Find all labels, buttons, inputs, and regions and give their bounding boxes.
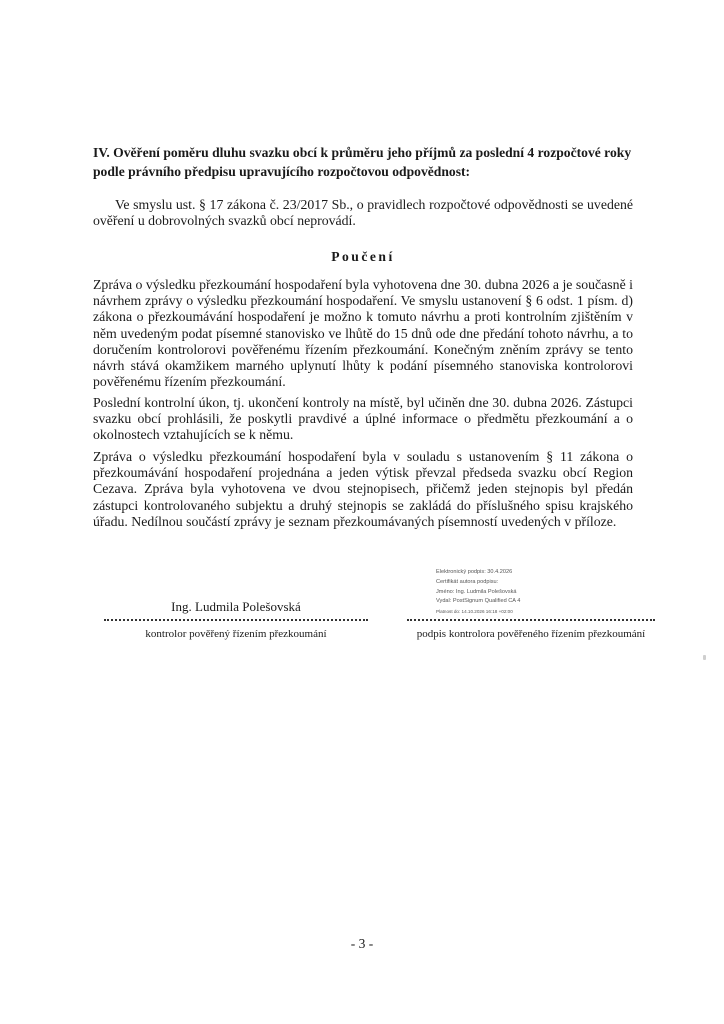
scan-artifact: [703, 655, 706, 660]
signature-line-right: [407, 619, 655, 621]
inspector-caption: kontrolor pověřený řízením přezkoumání: [145, 628, 327, 640]
signature-line-left: [104, 619, 368, 621]
esign-validity: Platnost do: 14.10.2026 16:18 +02:00: [436, 609, 513, 615]
page-number: - 3 -: [350, 936, 374, 951]
esign-name: Jméno: Ing. Ludmila Polešovská: [436, 588, 517, 595]
inspector-name: Ing. Ludmila Polešovská: [171, 599, 301, 614]
pouceni-title: Poučení: [331, 249, 395, 264]
pouceni-paragraph-2: Poslední kontrolní úkon, tj. ukončení kontroly na místě, byl učiněn dne 30. dubna 2026. Zástupci svazku obcí prohlásili, že poskytli pravdivé a úplné informace o předmětu přezkoumání a o okolnostech vztahujících se k němu.: [93, 395, 633, 443]
esign-issuer: Vydal: PostSignum Qualified CA 4: [436, 598, 521, 605]
section-iv-text: Ve smyslu ust. § 17 zákona č. 23/2017 Sb., o pravidlech rozpočtové odpovědnosti se uvedené ověření u dobrovolných svazků obcí neprovádí.: [93, 197, 633, 229]
pouceni-paragraph-3: Zpráva o výsledku přezkoumání hospodaření byla v souladu s ustanovením § 11 zákona o přezkoumávání hospodaření projednána a jeden výtisk převzal předseda svazku obcí Region Cezava. Zpráva byla vyhotovena ve dvou stejnopisech, přičemž jeden stejnopis byl předán zástupci kontrolovaného subjektu a druhý stejnopis se zakládá do příslušného spisu krajského úřadu. Nedílnou součástí zprávy je seznam přezkoumávaných písemností uvedených v příloze.: [93, 449, 633, 529]
pouceni-paragraph-1: Zpráva o výsledku přezkoumání hospodaření byla vyhotovena dne 30. dubna 2026 a je současně i návrhem zprávy o výsledku přezkoumání hospodaření. Ve smyslu ustanovení § 6 odst. 1 písm. d) zákona o přezkoumávání hospodaření je možno k tomuto návrhu a proti kontrolním zjištěním v něm uvedeným podat písemné stanovisko ve lhůtě do 15 dnů ode dne předání tohoto návrhu, a to doručením kontrolorovi pověřenému řízením přezkoumání. Konečným zněním zprávy se tento návrh stává okamžikem marného uplynutí lhůty k podání písemného stanoviska kontrolorovi pověřenému řízením přezkoumání.: [93, 277, 633, 390]
esign-certificate-label: Certifikát autora podpisu:: [436, 578, 499, 585]
electronic-signature-stamp: [436, 568, 636, 617]
section-iv-heading: IV. Ověření poměru dluhu svazku obcí k průměru jeho příjmů za poslední 4 rozpočtové roky podle právního předpisu upravujícího rozpočtovou odpovědnost:: [93, 145, 632, 179]
esign-date: Elektronický podpis: 30.4.2026: [436, 569, 513, 575]
signature-caption: podpis kontrolora pověřeného řízením přezkoumání: [416, 628, 646, 640]
